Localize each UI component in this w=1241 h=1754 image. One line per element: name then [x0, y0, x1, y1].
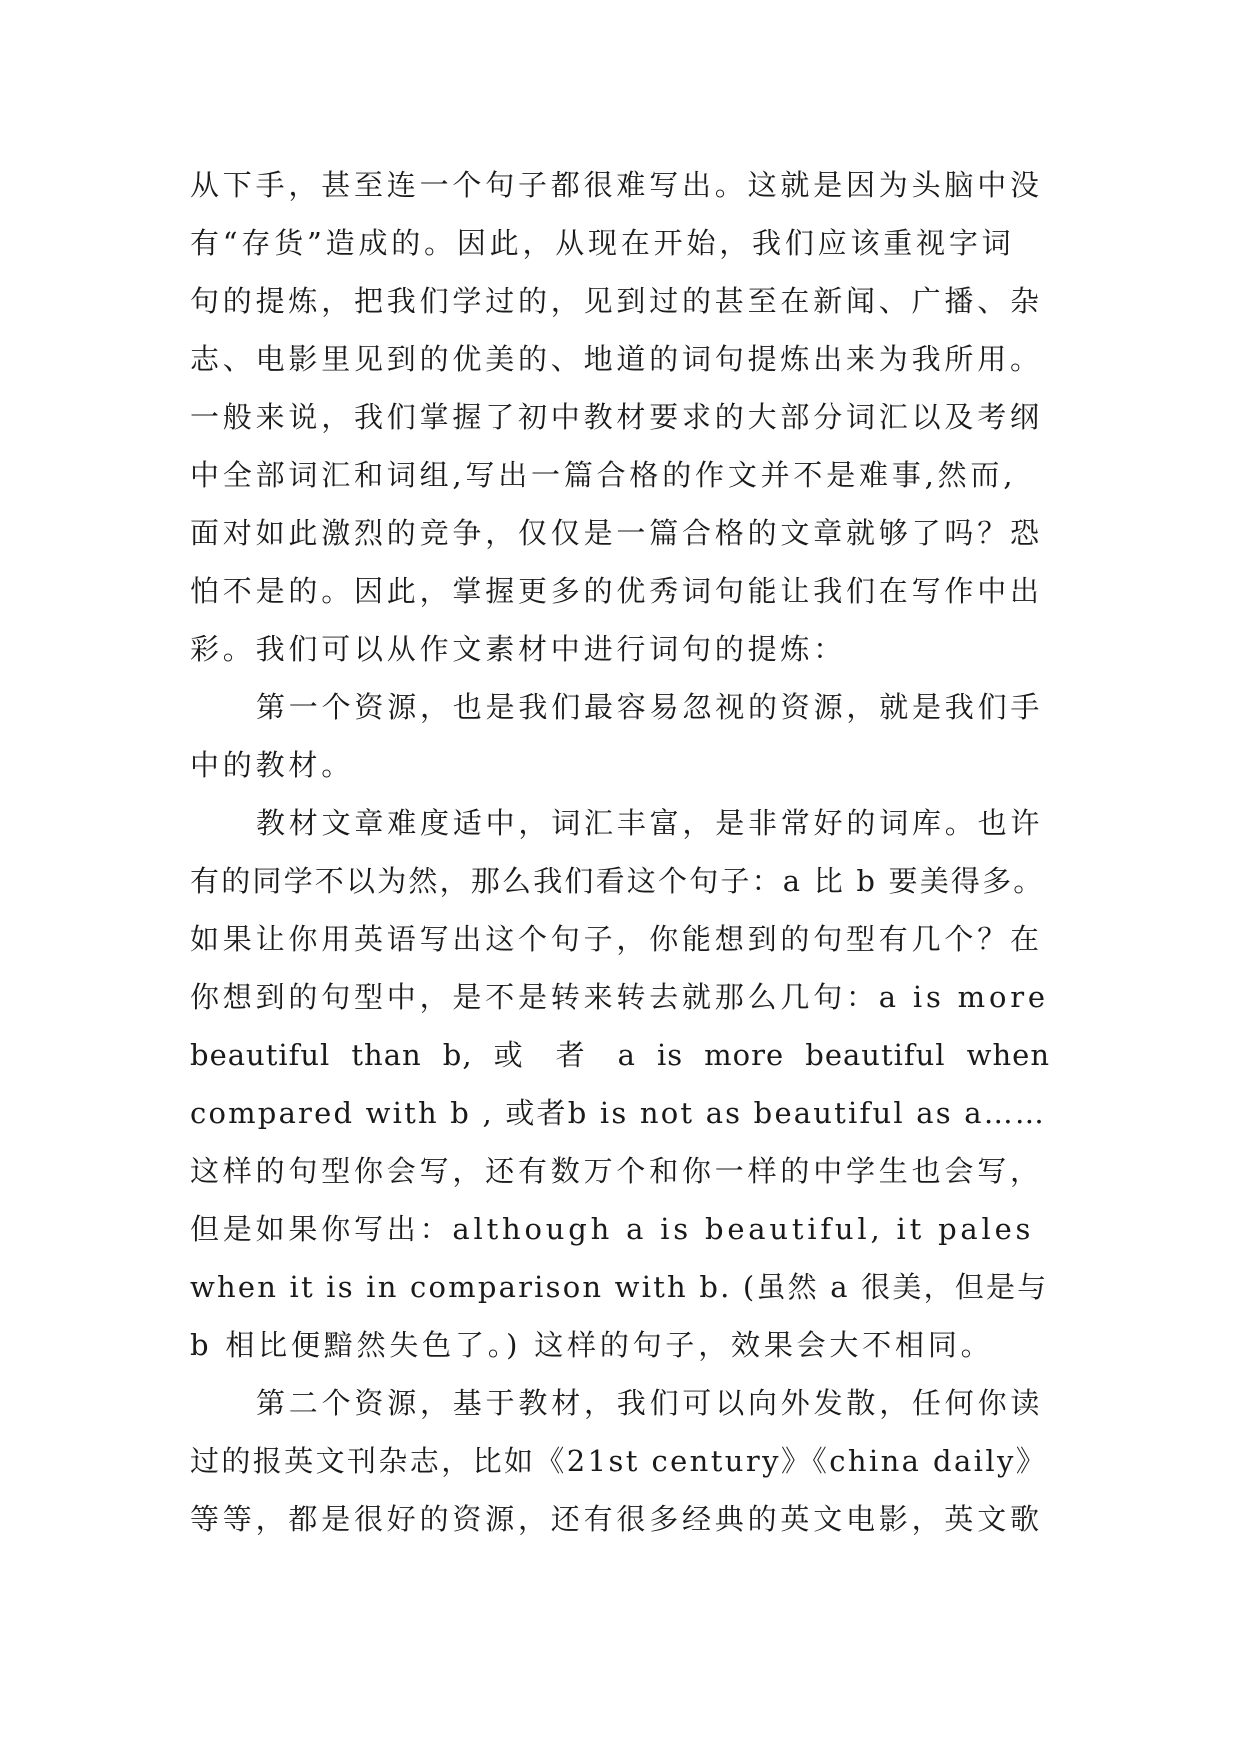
text-line: 从下手，甚至连一个句子都很难写出。这就是因为头脑中没	[190, 168, 1043, 202]
text-line: 中的教材。	[190, 748, 355, 782]
text-line: 一般来说，我们掌握了初中教材要求的大部分词汇以及考纲	[190, 400, 1043, 434]
text-line: when it is in comparison with b. (虽然 a 很美，但是与	[190, 1270, 1049, 1304]
text-line: 面对如此激烈的竞争，仅仅是一篇合格的文章就够了吗？恐	[190, 516, 1043, 550]
text-line: 等等，都是很好的资源，还有很多经典的英文电影，英文歌	[190, 1502, 1043, 1536]
text-line: 句的提炼，把我们学过的，见到过的甚至在新闻、广播、杂	[190, 284, 1043, 318]
text-line: 你想到的句型中，是不是转来转去就那么几句：a is more	[190, 980, 1049, 1014]
text-line: 教材文章难度适中，词汇丰富，是非常好的词库。也许	[256, 806, 1044, 840]
text-line: 如果让你用英语写出这个句子，你能想到的句型有几个？在	[190, 922, 1043, 956]
text-line: 第二个资源，基于教材，我们可以向外发散，任何你读	[256, 1386, 1044, 1420]
body-text	[190, 156, 1050, 1548]
text-line: 中全部词汇和词组,写出一篇合格的作文并不是难事,然而,	[190, 458, 1017, 492]
text-line: beautiful than b, 或 者 a is more beautiful when	[190, 1038, 1050, 1072]
text-line: 怕不是的。因此，掌握更多的优秀词句能让我们在写作中出	[190, 574, 1043, 608]
text-line: 有的同学不以为然，那么我们看这个句子：a 比 b 要美得多。	[190, 864, 1045, 898]
text-line: b 相比便黯然失色了。) 这样的句子，效果会大不相同。	[190, 1328, 994, 1362]
text-line: 有“存货”造成的。因此，从现在开始，我们应该重视字词	[190, 226, 1015, 260]
text-line: 志、电影里见到的优美的、地道的词句提炼出来为我所用。	[190, 342, 1043, 376]
text-line: compared with b , 或者b is not as beautiful as a……	[190, 1096, 1047, 1130]
text-line: 过的报英文刊杂志，比如《21st century》《china daily》	[190, 1444, 1048, 1478]
text-line: 第一个资源，也是我们最容易忽视的资源，就是我们手	[256, 690, 1044, 724]
text-line: 这样的句型你会写，还有数万个和你一样的中学生也会写，	[190, 1154, 1043, 1188]
text-line: 彩。我们可以从作文素材中进行词句的提炼：	[190, 632, 847, 666]
text-line: 但是如果你写出：although a is beautiful, it pales	[190, 1212, 1035, 1246]
